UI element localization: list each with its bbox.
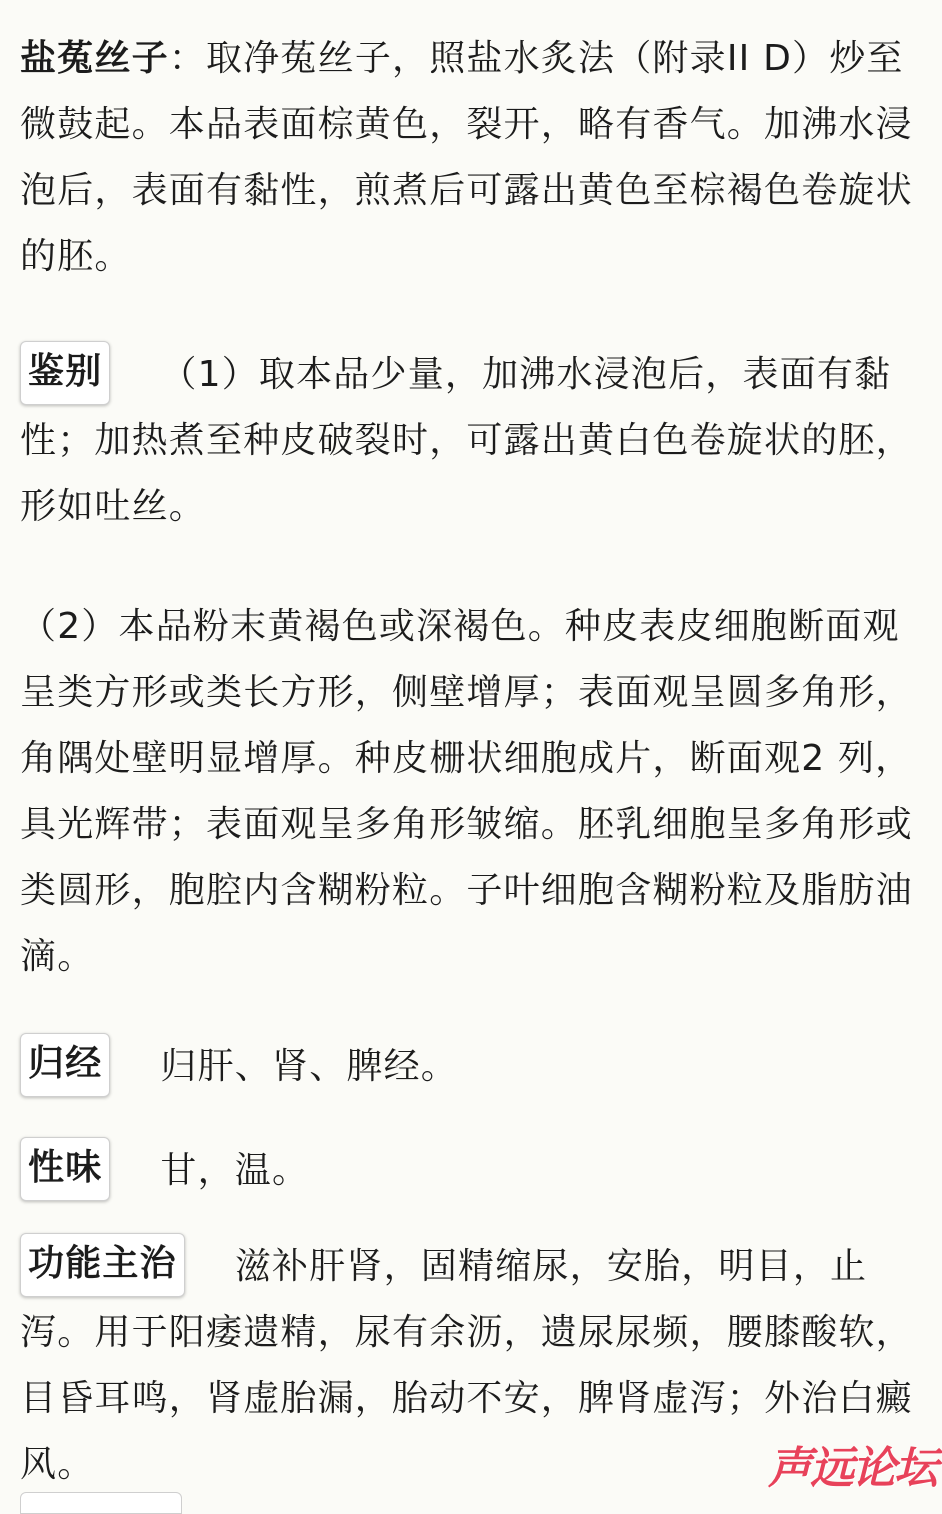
- section-tag-xingwei: 性味: [20, 1137, 110, 1201]
- paragraph-xingwei: [20, 1138, 925, 1204]
- paragraph-text: ：取净菟丝子，照盐水炙法（附录II D）炒至微鼓起。本品表面棕黄色，裂开，略有香气。加沸水浸泡后，表面有黏性，煎煮后可露出黄色至棕褐色卷旋状的胚。: [20, 38, 913, 277]
- section-tag-guijing: 归经: [20, 1033, 110, 1097]
- section-tag-gongneng: 功能主治: [20, 1233, 185, 1297]
- paragraph-text: 归肝、肾、脾经。: [160, 1046, 459, 1087]
- next-section-tag-partial: [20, 1492, 182, 1514]
- section-tag-jianbie: 鉴别: [20, 341, 110, 405]
- watermark-logo: 声远论坛: [768, 1443, 936, 1494]
- paragraph-text: （2）本品粉末黄褐色或深褐色。种皮表皮细胞断面观呈类方形或类长方形，侧壁增厚；表面观呈圆多角形，角隅处壁明显增厚。种皮栅状细胞成片，断面观2 列，具光辉带；表面观呈多角形皱缩。胚乳细胞呈多角形或类圆形，胞腔内含糊粉粒。子叶细胞含糊粉粒及脂肪油滴。: [20, 606, 913, 977]
- paragraph-jianbie-1: [20, 342, 925, 540]
- paragraph-text: （1）取本品少量，加沸水浸泡后，表面有黏性；加热煮至种皮破裂时，可露出黄白色卷旋状的胚，形如吐丝。: [20, 354, 913, 527]
- section-heading-yan-tusizi: 盐菟丝子: [20, 38, 169, 79]
- paragraph-yan-tusizi: [20, 26, 925, 290]
- paragraph-guijing: [20, 1034, 925, 1100]
- paragraph-text: 滋补肝肾，固精缩尿，安胎，明目，止泻。用于阳痿遗精，尿有余沥，遗尿尿频，腰膝酸软，目昏耳鸣，肾虚胎漏，胎动不安，脾肾虚泻；外治白癜风。: [20, 1246, 913, 1485]
- article-body: [20, 26, 925, 1498]
- paragraph-jianbie-2: [20, 594, 925, 990]
- paragraph-text: 甘，温。: [160, 1150, 310, 1191]
